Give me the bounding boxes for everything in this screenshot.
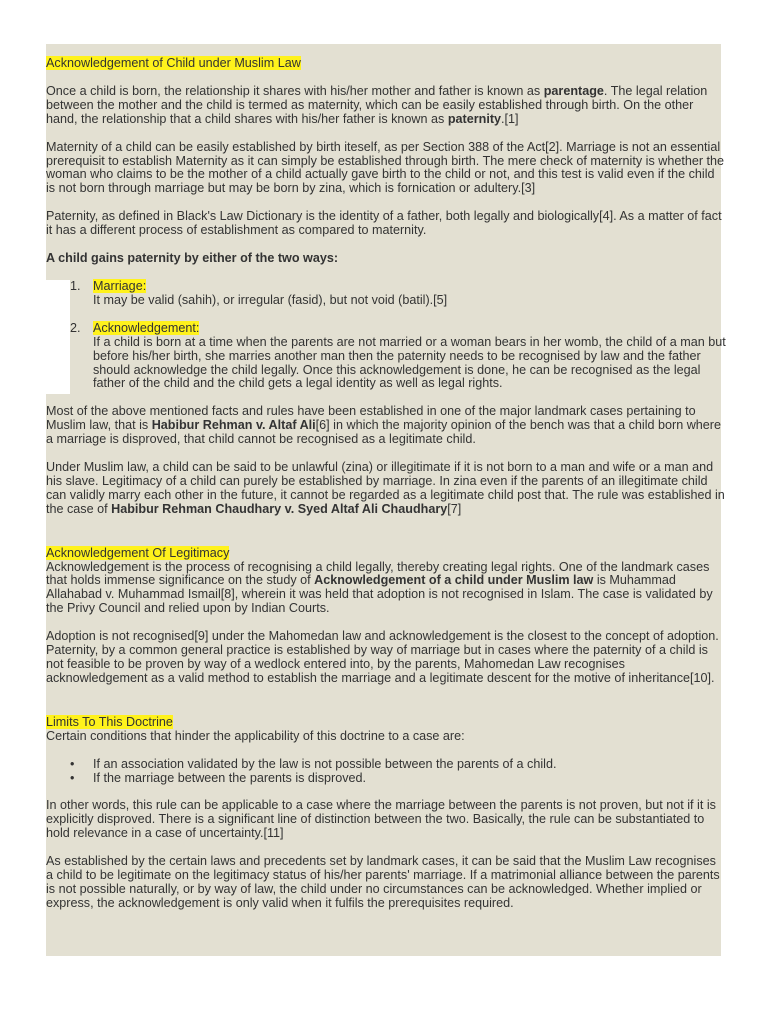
list-item-marriage [46,280,726,308]
landmark-paragraph [46,405,726,447]
limits-list [46,758,726,786]
limits-item-text: If the marriage between the parents is disproved. [93,770,367,785]
limits-heading-highlight: Limits To This Doctrine [46,714,173,729]
maternity-paragraph: Maternity of a child can be easily established by birth iteself, as per Section 388 of the Act[2]. Marriage is not an essential prerequisit to establish Maternity as it can simply be established through birth. The mere check of maternity is whether the woman who claims to be the mother of a child actually gave birth to the child or not, and this test is valid even if the child is not born through marriage but may be born by zina, which is fornication or adultery.[3] [46,139,725,196]
title-highlight: Acknowledgement of Child under Muslim Law [46,56,301,70]
list-item-text: If a child is born at a time when the parents are not married or a woman bears in her womb, the child of a man but before his/her birth, she marries another man then the paternity needs to be recognised by law and the father should acknowledge the child legally. Once this acknowledgement is done, he can be recognised as the legal father of the child and the child gets a legal identity as well as legal rights. [93,334,726,391]
term-parentage: parentage [543,83,604,98]
document-title [46,57,726,71]
legitimacy-heading-highlight: Acknowledgement Of Legitimacy [46,545,230,560]
list-item-label: Marriage: [93,278,147,293]
unlawful-paragraph [46,461,726,517]
limits-list-item [46,772,726,786]
limits-item-text: If an association validated by the law is not possible between the parents of a child. [93,756,557,771]
unlawful-text-2: [7] [447,501,462,516]
list-number: 1. [70,278,81,293]
intro-paragraph [46,85,726,127]
legitimacy-heading [46,547,726,561]
landmark-text-2: [6] in which the majority opinion of the bench was that a child born where a marriage is disproved, that child cannot be recognised as a legitimate child. [46,418,722,447]
list-item-acknowledgement [46,322,726,392]
landmark-text-1: Most of the above mentioned facts and rules have been established in one of the major landmark cases pertaining to Muslim law, that is [46,404,696,433]
list-number: 2. [70,320,81,335]
unlawful-text-1: Under Muslim law, a child can be said to be unlawful (zina) or illegitimate if it is not born to a man and wife or a man and his slave. Legitimacy of a child can purely be established by marriage. In zina even if the parents of an illegitimate child can validly marry each other in the future, it cannot be regarded as a legitimate child post that. The rule was established in the case of [46,460,725,516]
list-item-label: Acknowledgement: [93,320,200,335]
limits-heading [46,716,726,730]
legitimacy-text-1: Acknowledgement is the process of recognising a child legally, thereby creating legal rights. One of the landmark cases that holds immense significance on the study of [46,559,710,588]
bold-phrase: Acknowledgement of a child under Muslim law [314,573,594,588]
limits-list-item [46,758,726,772]
term-paternity: paternity [447,111,502,126]
two-ways-heading: A child gains paternity by either of the two ways: [46,251,339,266]
bullet-icon: • [70,756,75,771]
intro-text-1: Once a child is born, the relationship it shares with his/her mother and father is known as [46,83,544,98]
intro-text-3: .[1] [501,111,519,126]
legitimacy-text-2: is Muhammad Allahabad v. Muhammad Ismail[8], wherein it was held that adoption is not recognised in Islam. The case is validated by the Privy Council and relied upon by Indian Courts. [46,573,713,616]
document-body [46,57,726,911]
limits-intro: Certain conditions that hinder the applicability of this doctrine to a case are: [46,728,465,743]
case-name: Habibur Rehman v. Altaf Ali [151,418,316,433]
conclusion-paragraph: As established by the certain laws and precedents set by landmark cases, it can be said that the Muslim Law recognises a child to be legitimate on the legitimacy status of his/her parents' marriage. If a matrimonial alliance between the parents is not possible naturally, or by way of law, the child under no circumstances can be acknowledged. Whether implied or express, the acknowledgement is only valid when it fulfils the prerequisites required. [46,854,720,910]
intro-text-2: . The legal relation between the mother and the child is termed as maternity, which can be easily established through birth. On the other hand, the relationship that a child shares with his/her father is known as [46,83,708,126]
case-name: Habibur Rehman Chaudhary v. Syed Altaf Ali Chaudhary [111,501,448,516]
paternity-ways-list [46,280,726,391]
adoption-paragraph: Adoption is not recognised[9] under the Mahomedan law and acknowledgement is the closest to the concept of adoption. Paternity, by a common general practice is established by way of marriage but in cases where the paternity of a child is not feasible to be proven by way of a wedlock entered into, by the parents, Mahomedan Law recognises acknowledgement as a valid method to establish the marriage and a legitimate descent for the motive of inheritance[10]. [46,629,719,685]
bullet-icon: • [70,770,75,785]
paternity-paragraph: Paternity, as defined in Black's Law Dictionary is the identity of a father, both legally and biologically[4]. As a matter of fact it has a different process of establishment as compared to maternity. [46,209,722,238]
list-item-text: It may be valid (sahih), or irregular (fasid), but not void (batil).[5] [93,292,448,307]
legitimacy-paragraph [46,561,726,617]
other-words-paragraph: In other words, this rule can be applicable to a case where the marriage between the parents is not proven, but not if it is explicitly disproved. There is a significant line of distinction between the two. Basically, the rule can be substantiated to hold relevance in a case of uncertainty.[11] [46,798,716,841]
